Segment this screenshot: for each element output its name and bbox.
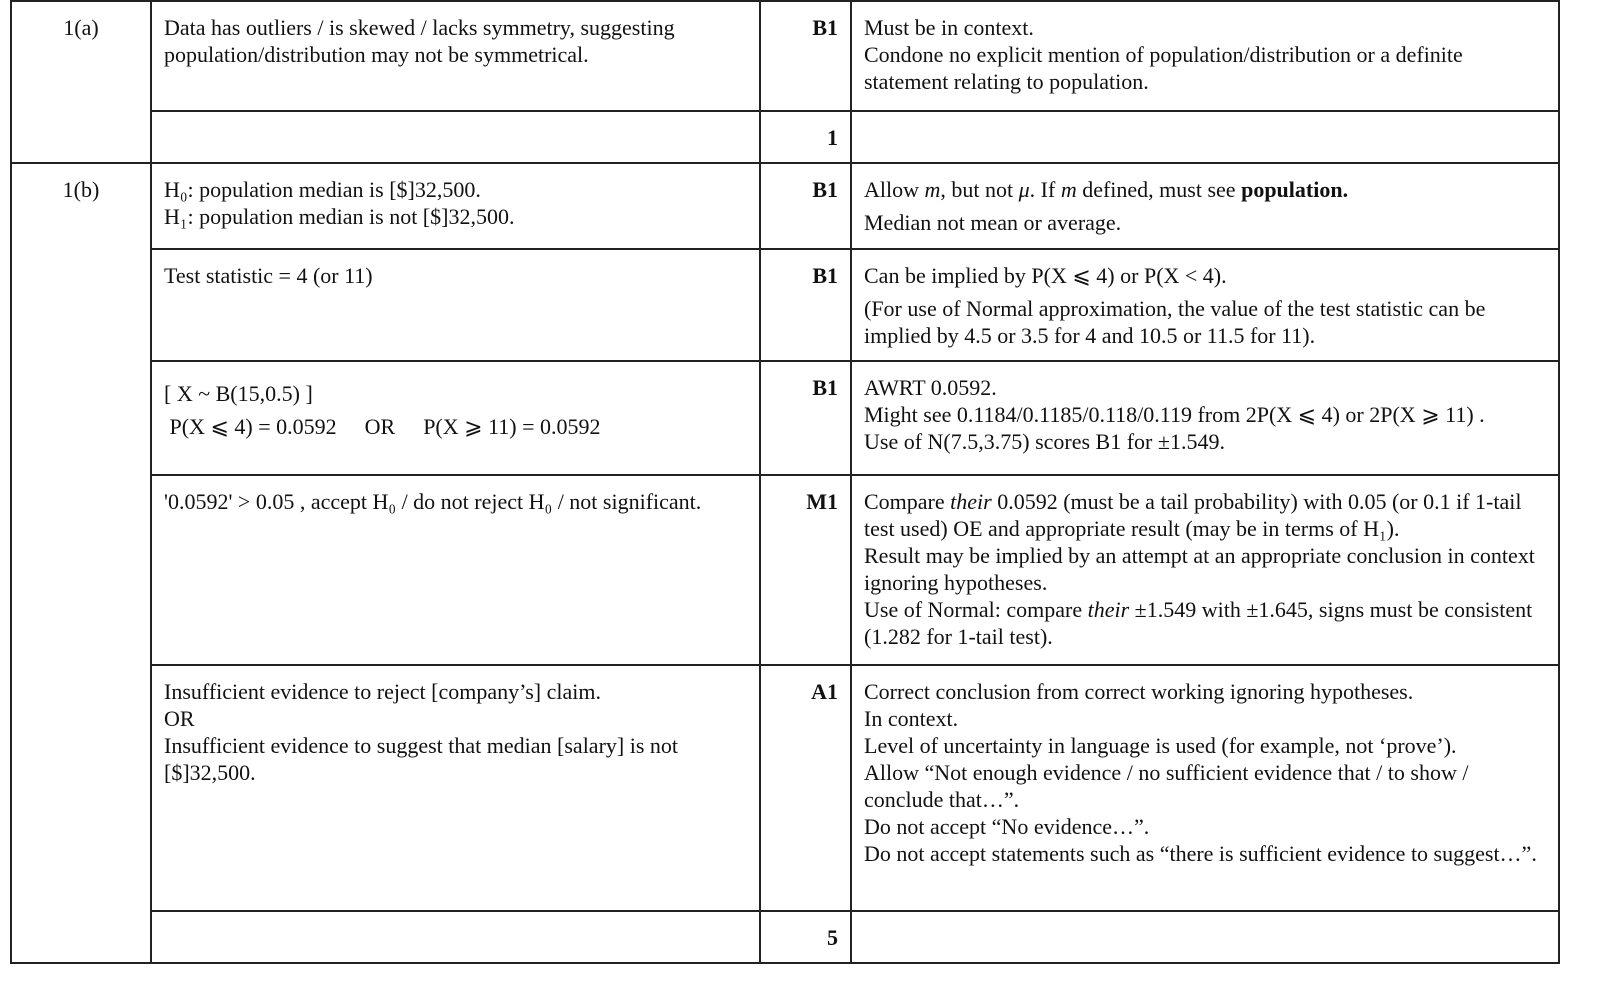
guidance-line: Correct conclusion from correct working ignoring hypotheses. xyxy=(864,679,1414,704)
guidance-line: Use of Normal: compare their ±1.549 with ±1.645, signs must be consistent (1.282 for 1-tail test). xyxy=(864,597,1533,649)
guidance-cell xyxy=(851,665,1559,911)
question-number-1b: 1(b) xyxy=(11,163,151,963)
empty-cell xyxy=(851,111,1559,163)
table-row-1b-total xyxy=(11,911,1559,963)
table-row-probability xyxy=(11,361,1559,475)
guidance-line: Median not mean or average. xyxy=(864,210,1122,235)
guidance-line: AWRT 0.0592. xyxy=(864,375,997,400)
mark-cell: B1 xyxy=(760,1,851,111)
guidance-cell xyxy=(851,361,1559,475)
mark-cell: B1 xyxy=(760,249,851,361)
guidance-line: Use of N(7.5,3.75) scores B1 for ±1.549. xyxy=(864,429,1225,454)
guidance-line: (For use of Normal approximation, the value of the test statistic can be implied by 4.5 or 3.5 for 4 and 10.5 or 11.5 for 11). xyxy=(864,296,1486,348)
answer-cell: Data has outliers / is skewed / lacks symmetry, suggesting population/distribution may not be symmetrical. xyxy=(151,1,760,111)
table-row-compare xyxy=(11,475,1559,665)
empty-cell xyxy=(151,111,760,163)
table-row-conclusion xyxy=(11,665,1559,911)
guidance-line: Compare their 0.0592 (must be a tail probability) with 0.05 (or 0.1 if 1-tail test used) OE and appropriate result (may be in terms of H₁). xyxy=(864,489,1522,541)
answer-cell: '0.0592' > 0.05 , accept H₀ / do not reject H₀ / not significant. xyxy=(151,475,760,665)
guidance-cell xyxy=(851,163,1559,249)
mark-cell: B1 xyxy=(760,361,851,475)
table-row-hypotheses xyxy=(11,163,1559,249)
guidance-line: Do not accept “No evidence…”. xyxy=(864,814,1150,839)
mark-scheme-table xyxy=(10,0,1560,964)
guidance-line: Allow “Not enough evidence / no sufficient evidence that / to show / conclude that…”. xyxy=(864,760,1469,812)
guidance-line: Can be implied by P(X ⩽ 4) or P(X < 4). xyxy=(864,263,1227,288)
mark-cell: M1 xyxy=(760,475,851,665)
answer-cell: Test statistic = 4 (or 11) xyxy=(151,249,760,361)
guidance-line: In context. xyxy=(864,706,959,731)
total-marks-1a: 1 xyxy=(760,111,851,163)
empty-cell xyxy=(151,911,760,963)
answer-cell: Insufficient evidence to reject [company’s] claim. OR Insufficient evidence to suggest that median [salary] is not [$]32,500. xyxy=(151,665,760,911)
guidance-line: Condone no explicit mention of population/distribution or a definite statement relating to population. xyxy=(864,42,1463,94)
guidance-cell xyxy=(851,1,1559,111)
guidance-line: Level of uncertainty in language is used (for example, not ‘prove’). xyxy=(864,733,1457,758)
guidance-cell xyxy=(851,475,1559,665)
guidance-cell xyxy=(851,249,1559,361)
table-row-1a-answer xyxy=(11,1,1559,111)
total-marks-1b: 5 xyxy=(760,911,851,963)
guidance-line: Result may be implied by an attempt at an appropriate conclusion in context ignoring hypotheses. xyxy=(864,543,1535,595)
guidance-line: Allow m, but not μ. If m defined, must see population. xyxy=(864,177,1349,202)
mark-cell: B1 xyxy=(760,163,851,249)
guidance-line: Do not accept statements such as “there is sufficient evidence to suggest…”. xyxy=(864,841,1537,866)
table-row-1a-total xyxy=(11,111,1559,163)
answer-cell: [ X ~ B(15,0.5) ] P(X ⩽ 4) = 0.0592 OR P(X ⩾ 11) = 0.0592 xyxy=(151,361,760,475)
table-row-test-statistic xyxy=(11,249,1559,361)
mark-cell: A1 xyxy=(760,665,851,911)
question-number-1a: 1(a) xyxy=(11,1,151,163)
answer-cell: H₀: population median is [$]32,500. H₁: population median is not [$]32,500. xyxy=(151,163,760,249)
guidance-line: Might see 0.1184/0.1185/0.118/0.119 from 2P(X ⩽ 4) or 2P(X ⩾ 11) . xyxy=(864,402,1485,427)
guidance-line: Must be in context. xyxy=(864,15,1034,40)
empty-cell xyxy=(851,911,1559,963)
